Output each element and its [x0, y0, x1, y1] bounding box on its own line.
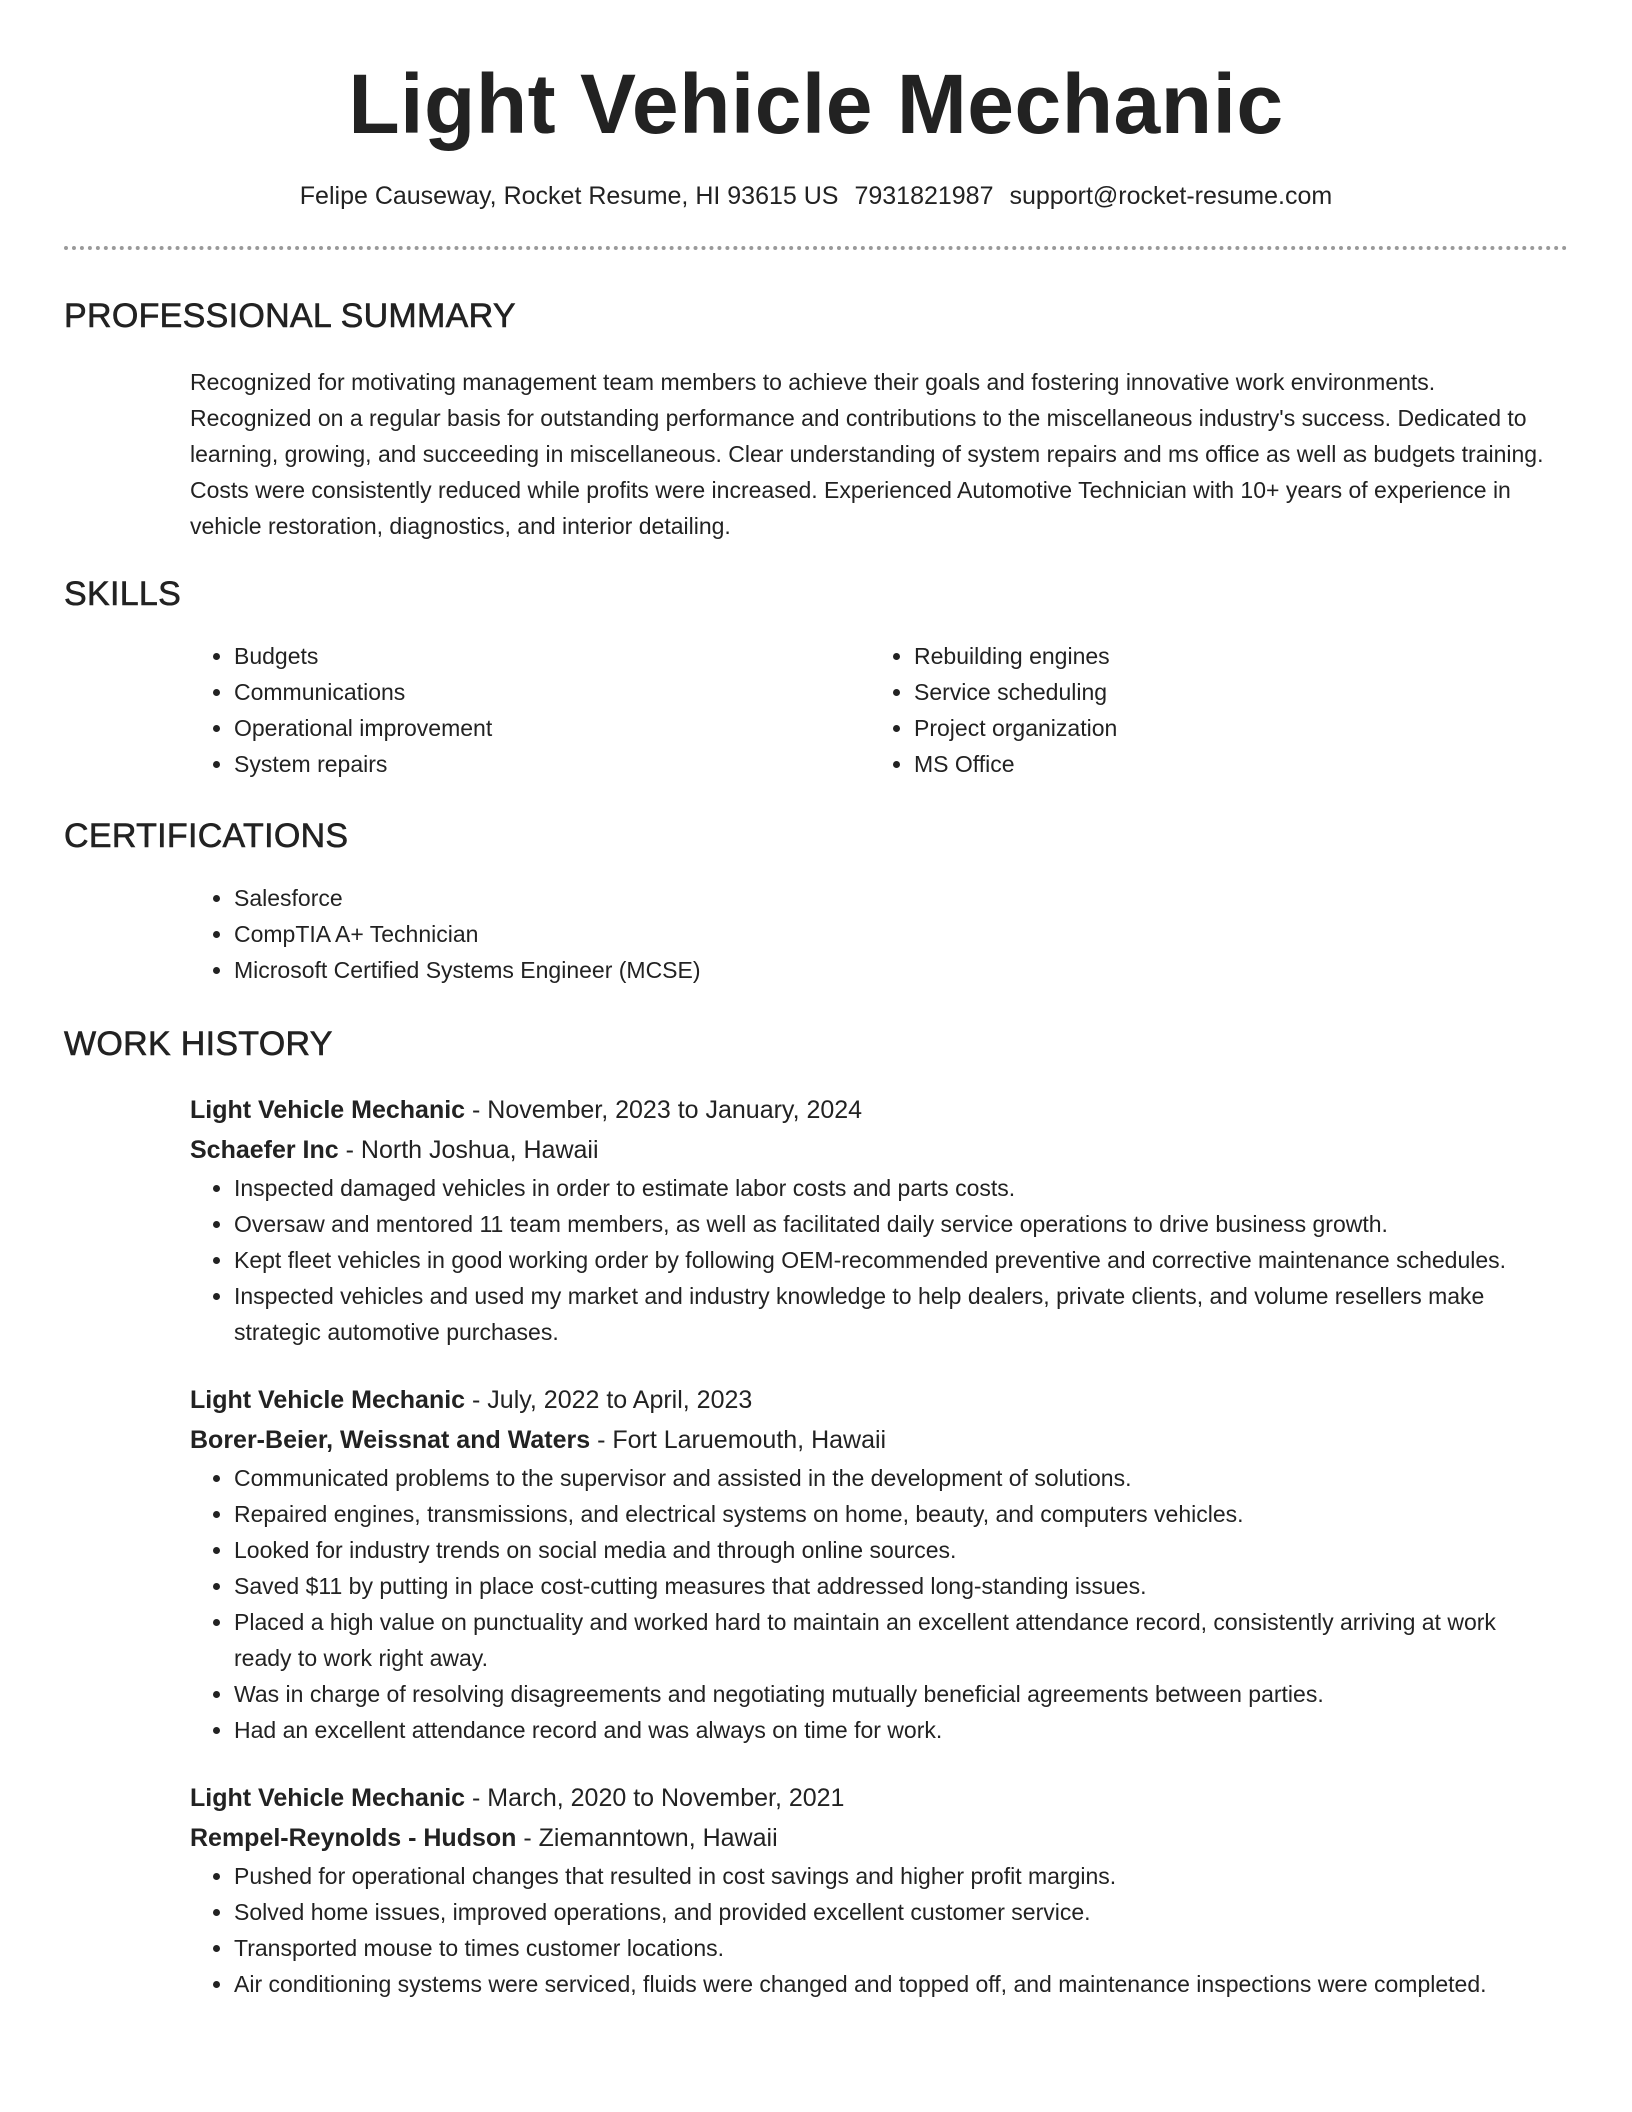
certifications-body — [190, 880, 1556, 988]
work-history-title: WORK HISTORY — [64, 1025, 333, 1063]
job-location: - Ziemanntown, Hawaii — [516, 1824, 778, 1852]
job-location: - Fort Laruemouth, Hawaii — [590, 1426, 887, 1454]
job-company-line — [190, 1818, 1556, 1858]
skill-item: • System repairs — [234, 746, 870, 782]
job-bullet: • Repaired engines, transmissions, and electrical systems on home, beauty, and computers vehicles. — [234, 1496, 1556, 1532]
skill-item: • Budgets — [234, 638, 870, 674]
certification-item: • CompTIA A+ Technician — [234, 916, 1556, 952]
contact-phone: 7931821987 — [854, 182, 994, 210]
skill-item: • Project organization — [914, 710, 1550, 746]
job-bullet: • Kept fleet vehicles in good working order by following OEM-recommended preventive and corrective maintenance schedules. — [234, 1242, 1556, 1278]
job-company: Borer-Beier, Weissnat and Waters — [190, 1426, 591, 1454]
job-entry — [190, 1380, 1556, 1748]
certification-item: • Microsoft Certified Systems Engineer (MCSE) — [234, 952, 1556, 988]
job-bullet: • Solved home issues, improved operations, and provided excellent customer service. — [234, 1894, 1556, 1930]
job-bullet: • Inspected vehicles and used my market and industry knowledge to help dealers, private clients, and volume resellers make strategic automotive purchases. — [234, 1278, 1556, 1350]
skills-title: SKILLS — [64, 575, 182, 613]
job-bullet: • Inspected damaged vehicles in order to estimate labor costs and parts costs. — [234, 1170, 1556, 1206]
skills-column-left — [190, 638, 870, 782]
skills-column-right — [870, 638, 1550, 782]
job-bullet: • Pushed for operational changes that resulted in cost savings and higher profit margins. — [234, 1858, 1556, 1894]
job-bullet: • Looked for industry trends on social media and through online sources. — [234, 1532, 1556, 1568]
job-bullets — [190, 1858, 1556, 2002]
summary-section — [64, 294, 1568, 544]
job-location: - North Joshua, Hawaii — [338, 1136, 599, 1164]
skill-item: • Service scheduling — [914, 674, 1550, 710]
summary-text: Recognized for motivating management team members to achieve their goals and fostering innovative work environments. Recognized on a regular basis for outstanding performance and contributions to the miscellaneous industry's success. Dedicated to learning, growing, and succeeding in miscellaneous. Clear understanding of system repairs and ms office as well as budgets training. Costs were consistently reduced while profits were increased. Experienced Automotive Technician with 10+ years of experience in vehicle restoration, diagnostics, and interior detailing. — [190, 369, 1544, 539]
job-entry — [190, 1090, 1556, 1350]
skill-item: • MS Office — [914, 746, 1550, 782]
job-bullets — [190, 1460, 1556, 1748]
contact-email: support@rocket-resume.com — [1009, 182, 1333, 210]
job-bullet: • Communicated problems to the supervisor and assisted in the development of solutions. — [234, 1460, 1556, 1496]
job-role: Light Vehicle Mechanic — [190, 1784, 466, 1812]
job-title-line — [190, 1380, 1556, 1420]
certifications-title: CERTIFICATIONS — [64, 817, 349, 855]
certifications-list — [190, 880, 1556, 988]
job-bullet: • Placed a high value on punctuality and worked hard to maintain an excellent attendance record, consistently arriving at work ready to work right away. — [234, 1604, 1556, 1676]
job-entry — [190, 1778, 1556, 2002]
job-dates: - July, 2022 to April, 2023 — [465, 1386, 753, 1414]
skills-list-left — [190, 638, 870, 782]
job-bullet: • Transported mouse to times customer locations. — [234, 1930, 1556, 1966]
certification-item: • Salesforce — [234, 880, 1556, 916]
skill-item: • Operational improvement — [234, 710, 870, 746]
job-bullet: • Saved $11 by putting in place cost-cutting measures that addressed long-standing issues. — [234, 1568, 1556, 1604]
skills-section — [64, 572, 1568, 782]
job-company: Schaefer Inc — [190, 1136, 339, 1164]
job-dates: - November, 2023 to January, 2024 — [465, 1096, 863, 1124]
job-title-line — [190, 1090, 1556, 1130]
job-bullet: • Had an excellent attendance record and was always on time for work. — [234, 1712, 1556, 1748]
work-history-section — [64, 1022, 1568, 2002]
skills-grid — [190, 638, 1556, 782]
job-company: Rempel-Reynolds - Hudson — [190, 1824, 517, 1852]
job-bullet: • Air conditioning systems were serviced, fluids were changed and topped off, and maintenance inspections were completed. — [234, 1966, 1556, 2002]
skill-item: • Communications — [234, 674, 870, 710]
contact-address: Felipe Causeway, Rocket Resume, HI 93615 US — [299, 182, 839, 210]
job-bullets — [190, 1170, 1556, 1350]
resume-name: Light Vehicle Mechanic — [348, 57, 1284, 151]
job-bullet: • Oversaw and mentored 11 team members, as well as facilitated daily service operations to drive business growth. — [234, 1206, 1556, 1242]
job-company-line — [190, 1420, 1556, 1460]
job-title-line — [190, 1778, 1556, 1818]
skills-list-right — [870, 638, 1550, 782]
job-dates: - March, 2020 to November, 2021 — [465, 1784, 845, 1812]
work-history-body — [190, 1090, 1556, 2002]
skill-item: • Rebuilding engines — [914, 638, 1550, 674]
job-bullet: • Was in charge of resolving disagreements and negotiating mutually beneficial agreements between parties. — [234, 1676, 1556, 1712]
job-role: Light Vehicle Mechanic — [190, 1096, 466, 1124]
contact-line — [64, 180, 1568, 212]
job-company-line — [190, 1130, 1556, 1170]
header-divider — [64, 246, 1568, 250]
certifications-section — [64, 814, 1568, 988]
job-role: Light Vehicle Mechanic — [190, 1386, 466, 1414]
summary-title: PROFESSIONAL SUMMARY — [64, 297, 516, 335]
